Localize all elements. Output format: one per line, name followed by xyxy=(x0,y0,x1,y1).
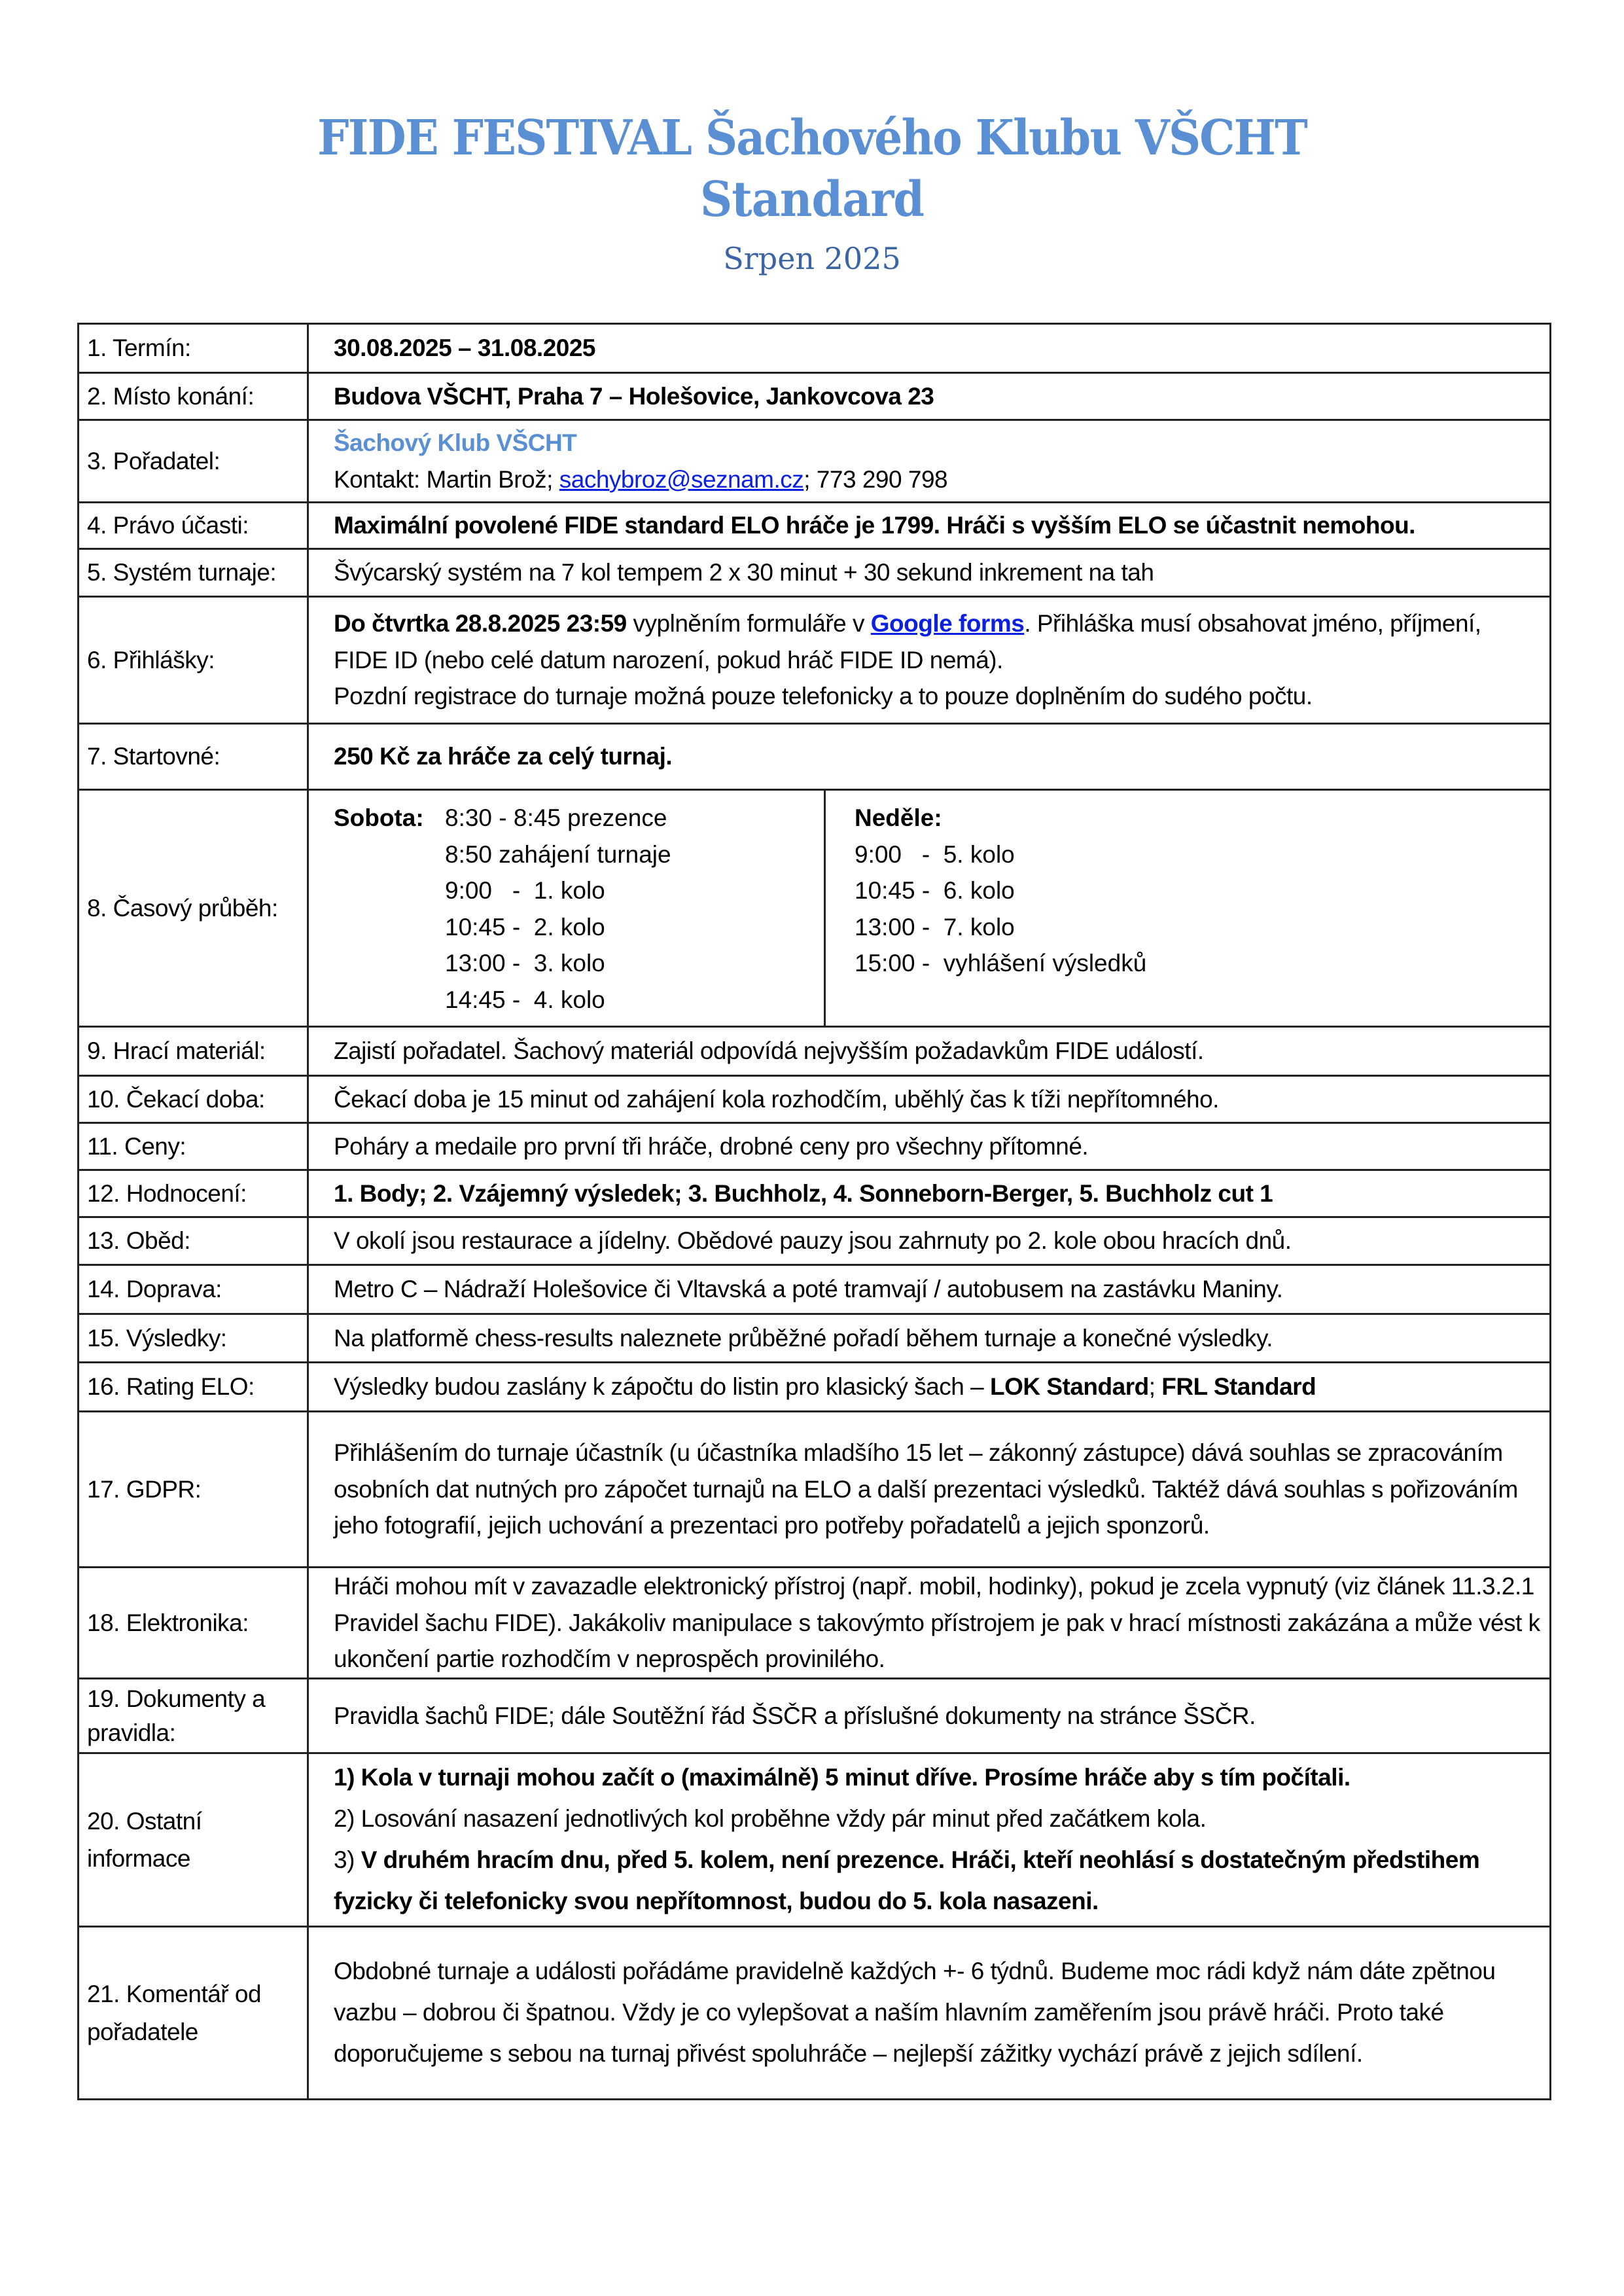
row-label: 2. Místo konání: xyxy=(79,373,308,420)
schedule-item: 8:30 - 8:45 prezence xyxy=(445,804,667,831)
other-info-item-3 xyxy=(334,1840,1540,1922)
row-label: 15. Výsledky: xyxy=(79,1314,308,1363)
row-label: 8. Časový průběh: xyxy=(79,790,308,1027)
schedule-sunday xyxy=(826,791,1549,1026)
late-registration-note: Pozdní registrace do turnaje možná pouze telefonicky a to pouze doplněním do sudého počtu. xyxy=(334,683,1313,710)
row-value-prizes: Poháry a medaile pro první tři hráče, drobné ceny pro všechny přítomné. xyxy=(308,1123,1551,1170)
schedule-item: 9:00 - 5. kolo xyxy=(855,840,1015,868)
row-value-eligibility: Maximální povolené FIDE standard ELO hráče je 1799. Hráči s vyšším ELO se účastnit nemohou. xyxy=(308,503,1551,549)
schedule-item: 14:45 - 4. kolo xyxy=(445,986,605,1013)
table-row-tiebreaks xyxy=(79,1170,1551,1217)
saturday-items xyxy=(445,800,671,1018)
organizer-name: Šachový Klub VŠCHT xyxy=(334,429,577,456)
rating-list-frl: FRL Standard xyxy=(1161,1373,1316,1401)
row-label: 14. Doprava: xyxy=(79,1265,308,1314)
row-value-electronics: Hráči mohou mít v zavazadle elektronický přístroj (např. mobil, hodinky), pokud je zcela vypnutý (viz článek 11.3.2.1 Pravidel šachu FIDE). Jakákoliv manipulace s takovýmto přístrojem je pak v hrací místnosti zakázána a může vést k ukončení partie rozhodčím v neprospěch provinilého. xyxy=(308,1568,1551,1679)
row-value-other-info xyxy=(308,1753,1551,1927)
row-label: 3. Pořadatel: xyxy=(79,420,308,503)
schedule-item: 10:45 - 6. kolo xyxy=(855,877,1015,904)
row-value-material: Zajistí pořadatel. Šachový materiál odpovídá nejvyšším požadavkům FIDE událostí. xyxy=(308,1027,1551,1076)
rating-separator: ; xyxy=(1148,1373,1162,1401)
rating-list-lok: LOK Standard xyxy=(989,1373,1149,1401)
rating-text: Výsledky budou zaslány k zápočtu do listin pro klasický šach – xyxy=(334,1373,990,1401)
row-value-organizer-comment: Obdobné turnaje a události pořádáme pravidelně každých +- 6 týdnů. Budeme moc rádi když nám dáte zpětnou vazbu – dobrou či špatnou. Vždy je co vylepšovat a naším hlavním zaměřením jsou právě hráči. Proto také doporučujeme s sebou na turnaj přivést spoluhráče – nejlepší zážitky vychází právě z jejich sdílení. xyxy=(308,1927,1551,2100)
schedule-saturday xyxy=(309,791,826,1026)
table-row-eligibility xyxy=(79,503,1551,549)
table-row-organizer xyxy=(79,420,1551,503)
contact-phone: ; 773 290 798 xyxy=(803,465,948,493)
row-value-lunch: V okolí jsou restaurace a jídelny. Obědové pauzy jsou zahrnuty po 2. kole obou hracích dnů. xyxy=(308,1217,1551,1265)
saturday-label: Sobota: xyxy=(334,804,424,831)
row-label: 10. Čekací doba: xyxy=(79,1076,308,1123)
registration-requirements: . Přihláška musí obsahovat jméno, příjmení, FIDE ID (nebo celé datum narození, pokud hráč FIDE ID nemá). xyxy=(334,610,1481,673)
table-row-lunch xyxy=(79,1217,1551,1265)
table-row-prizes xyxy=(79,1123,1551,1170)
schedule-item: 13:00 - 3. kolo xyxy=(445,950,605,977)
item-3-text: V druhém hracím dnu, před 5. kolem, není prezence. Hráči, kteří neohlásí s dostatečným předstihem fyzicky či telefonicky svou nepřítomnost, budou do 5. kola nasazeni. xyxy=(334,1846,1480,1914)
row-label: 18. Elektronika: xyxy=(79,1568,308,1679)
row-value-transport: Metro C – Nádraží Holešovice či Vltavská a poté tramvají / autobusem na zastávku Maniny. xyxy=(308,1265,1551,1314)
row-value-system: Švýcarský systém na 7 kol tempem 2 x 30 minut + 30 sekund inkrement na tah xyxy=(308,549,1551,597)
schedule-item: 13:00 - 7. kolo xyxy=(855,913,1015,941)
row-label: 19. Dokumenty a pravidla: xyxy=(79,1679,308,1753)
table-row-entry-fee xyxy=(79,724,1551,790)
row-label: 7. Startovné: xyxy=(79,724,308,790)
sunday-label: Neděle: xyxy=(855,804,942,831)
table-row-electronics xyxy=(79,1568,1551,1679)
row-value-tiebreaks: 1. Body; 2. Vzájemný výsledek; 3. Buchholz, 4. Sonneborn-Berger, 5. Buchholz cut 1 xyxy=(308,1170,1551,1217)
row-value-organizer xyxy=(308,420,1551,503)
row-value-documents: Pravidla šachů FIDE; dále Soutěžní řád ŠSČR a příslušné dokumenty na stránce ŠSČR. xyxy=(308,1679,1551,1753)
table-row-rating xyxy=(79,1363,1551,1412)
row-value-registration xyxy=(308,597,1551,724)
document-subtitle-month: Srpen 2025 xyxy=(723,241,901,276)
table-row-registration xyxy=(79,597,1551,724)
row-label: 9. Hrací materiál: xyxy=(79,1027,308,1076)
document-title: FIDE FESTIVAL Šachového Klubu VŠCHT xyxy=(317,110,1307,166)
registration-text: vyplněním formuláře v xyxy=(626,610,871,637)
row-label: 20. Ostatní informace xyxy=(79,1753,308,1927)
row-value-waiting-time: Čekací doba je 15 minut od zahájení kola rozhodčím, uběhlý čas k tíži nepřítomného. xyxy=(308,1076,1551,1123)
organizer-contact xyxy=(334,461,1540,498)
table-row-organizer-comment xyxy=(79,1927,1551,2100)
row-value-date: 30.08.2025 – 31.08.2025 xyxy=(308,324,1551,373)
table-row-gdpr xyxy=(79,1412,1551,1568)
row-label: 12. Hodnocení: xyxy=(79,1170,308,1217)
schedule-item: 9:00 - 1. kolo xyxy=(445,877,605,904)
schedule-item: 15:00 - vyhlášení výsledků xyxy=(855,950,1147,977)
contact-name: Kontakt: Martin Brož; xyxy=(334,465,559,493)
row-label: 5. Systém turnaje: xyxy=(79,549,308,597)
item-3-number: 3) xyxy=(334,1846,361,1873)
row-value-gdpr: Přihlášením do turnaje účastník (u účastníka mladšího 15 let – zákonný zástupce) dává souhlas se zpracováním osobních dat nutných pro zápočet turnajů na ELO a další prezentaci výsledků. Taktéž dává souhlas s pořizováním jeho fotografií, jejich uchování a prezentaci pro potřeby pořadatelů a jejich sponzorů. xyxy=(308,1412,1551,1568)
row-label: 6. Přihlášky: xyxy=(79,597,308,724)
other-info-item-2: 2) Losování nasazení jednotlivých kol proběhne vždy pár minut před začátkem kola. xyxy=(334,1805,1207,1833)
row-label: 17. GDPR: xyxy=(79,1412,308,1568)
table-row-venue xyxy=(79,373,1551,420)
row-value-schedule xyxy=(308,790,1551,1027)
tournament-info-table xyxy=(77,323,1551,2100)
google-forms-link[interactable]: Google forms xyxy=(870,610,1025,637)
table-row-termin xyxy=(79,324,1551,373)
table-row-system xyxy=(79,549,1551,597)
row-label: 1. Termín: xyxy=(79,324,308,373)
row-label: 16. Rating ELO: xyxy=(79,1363,308,1412)
row-value-entry-fee: 250 Kč za hráče za celý turnaj. xyxy=(308,724,1551,790)
contact-email-link[interactable]: sachybroz@seznam.cz xyxy=(559,465,804,493)
schedule-item: 10:45 - 2. kolo xyxy=(445,913,605,941)
table-row-documents xyxy=(79,1679,1551,1753)
row-label: 4. Právo účasti: xyxy=(79,503,308,549)
schedule-grid xyxy=(309,791,1549,1026)
row-value-rating xyxy=(308,1363,1551,1412)
schedule-item: 8:50 zahájení turnaje xyxy=(445,840,671,868)
table-row-schedule xyxy=(79,790,1551,1027)
table-row-results xyxy=(79,1314,1551,1363)
table-row-waiting-time xyxy=(79,1076,1551,1123)
row-value-venue: Budova VŠCHT, Praha 7 – Holešovice, Jankovcova 23 xyxy=(308,373,1551,420)
table-row-transport xyxy=(79,1265,1551,1314)
other-info-item-1: 1) Kola v turnaji mohou začít o (maximálně) 5 minut dříve. Prosíme hráče aby s tím počítali. xyxy=(334,1764,1350,1791)
document-title-standard: Standard xyxy=(699,171,925,228)
row-label: 21. Komentář od pořadatele xyxy=(79,1927,308,2100)
row-label: 13. Oběd: xyxy=(79,1217,308,1265)
row-value-results: Na platformě chess-results naleznete průběžné pořadí během turnaje a konečné výsledky. xyxy=(308,1314,1551,1363)
saturday-block xyxy=(334,800,824,1018)
table-row-material xyxy=(79,1027,1551,1076)
row-label: 11. Ceny: xyxy=(79,1123,308,1170)
registration-deadline: Do čtvrtka 28.8.2025 23:59 xyxy=(334,610,627,637)
table-row-other-info xyxy=(79,1753,1551,1927)
